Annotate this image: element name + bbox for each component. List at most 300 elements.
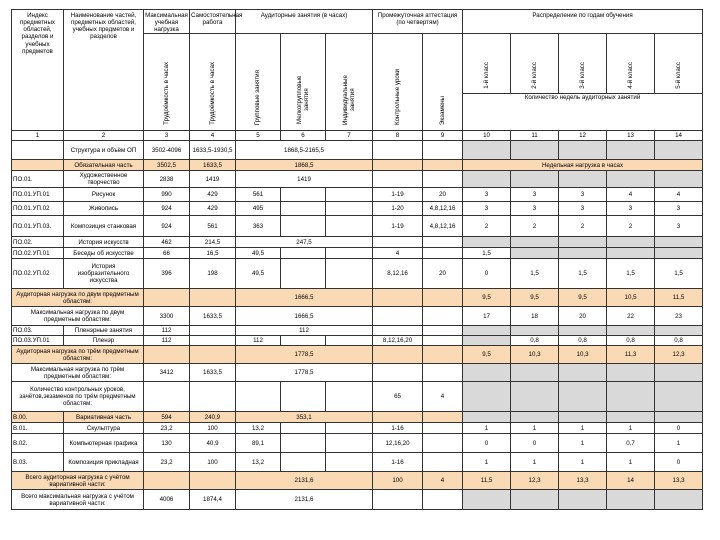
- cell-max: 924: [144, 202, 190, 216]
- row-name: Скульптура: [64, 423, 144, 434]
- cell-year: 10,3: [511, 346, 559, 364]
- cell: [423, 336, 463, 346]
- cell: [190, 326, 236, 336]
- cell-year: 2: [559, 216, 607, 237]
- cell: [463, 237, 511, 248]
- cell: [423, 141, 463, 160]
- cell: [423, 248, 463, 259]
- row-index: ПО.01.УП.01: [12, 188, 64, 202]
- header-year1-cell: [463, 34, 511, 94]
- col-num: 6: [281, 131, 326, 141]
- table-row: [12, 259, 703, 289]
- cell: [511, 364, 559, 382]
- row-index: ПО.02.УП.01: [12, 248, 64, 259]
- cell-self: 1633,5: [190, 364, 236, 382]
- col-num: 11: [511, 131, 559, 141]
- cell-year: 18: [511, 307, 559, 326]
- row-index: ПО.03.: [12, 326, 64, 336]
- curriculum-table-wrap: [11, 9, 703, 510]
- cell-year: 14: [607, 472, 655, 490]
- header-small: Мелкогрупповые занятия: [295, 76, 310, 125]
- table-row: [12, 216, 703, 237]
- cell-max: 594: [144, 412, 190, 423]
- cell-max: 3412: [144, 364, 190, 382]
- cell: [236, 382, 281, 412]
- header-control-cell: [373, 34, 423, 131]
- cell-aud: 2131,6: [236, 490, 373, 510]
- cell: [607, 490, 655, 510]
- cell: [326, 259, 373, 289]
- row-index: ПО.02.: [12, 237, 64, 248]
- row-name: Композиция прикладная: [64, 453, 144, 472]
- cell: [423, 326, 463, 336]
- table-row: [12, 434, 703, 453]
- cell: [463, 141, 511, 160]
- cell-max: 23,2: [144, 453, 190, 472]
- cell: [463, 336, 511, 346]
- row-name: Композиция станковая: [64, 216, 144, 237]
- cell-max: 462: [144, 237, 190, 248]
- cell: [655, 412, 703, 423]
- cell: [463, 171, 511, 188]
- table-row: [12, 412, 703, 423]
- cell-year: 0,8: [511, 336, 559, 346]
- row-name: История изобразительного искусства: [64, 259, 144, 289]
- cell-self: 100: [190, 453, 236, 472]
- row-index: ПО.02.УП.02: [12, 259, 64, 289]
- col-num: 10: [463, 131, 511, 141]
- cell: [607, 382, 655, 412]
- cell-self: 16,5: [190, 248, 236, 259]
- cell-year: 10,3: [559, 346, 607, 364]
- row-name: Компьютерная графика: [64, 434, 144, 453]
- row-name: Обязательная часть: [64, 160, 144, 171]
- table-row: [12, 307, 703, 326]
- cell-year: 10,5: [607, 289, 655, 307]
- cell-max: 66: [144, 248, 190, 259]
- cell: [463, 382, 511, 412]
- cell-max: 924: [144, 216, 190, 237]
- cell: [607, 412, 655, 423]
- row-name: Количество контрольных уроков, зачётов,экзаменов по трём предметным областям:: [12, 382, 144, 412]
- row-name: Художественное творчество: [64, 171, 144, 188]
- col-num: 9: [423, 131, 463, 141]
- column-numbers-row: [12, 131, 703, 141]
- header-labor2-cell: [190, 34, 236, 131]
- cell-group: 495: [236, 202, 281, 216]
- cell: [281, 453, 326, 472]
- table-row: [12, 382, 703, 412]
- cell-ctrl: 1-19: [373, 188, 423, 202]
- cell-year: 9,5: [463, 346, 511, 364]
- cell-ctrl: 4: [373, 248, 423, 259]
- table-row: [12, 188, 703, 202]
- header-year3: 3-й класс: [578, 61, 586, 89]
- cell-ctrl: 1-20: [373, 202, 423, 216]
- cell-year: 12,3: [655, 346, 703, 364]
- cell-year: 17: [463, 307, 511, 326]
- cell: [373, 141, 423, 160]
- cell-year: 9,5: [511, 289, 559, 307]
- cell: [326, 382, 373, 412]
- row-index: В.02.: [12, 434, 64, 453]
- cell-aud: 1868,5: [236, 160, 373, 171]
- table-row: [12, 346, 703, 364]
- cell: [655, 326, 703, 336]
- cell-year: 0: [511, 434, 559, 453]
- cell-year: 3: [559, 188, 607, 202]
- row-name: Беседы об искусстве: [64, 248, 144, 259]
- header-group-cell: [236, 34, 281, 131]
- cell-self: 429: [190, 202, 236, 216]
- cell-group: 13,2: [236, 453, 281, 472]
- row-name: Пленэр: [64, 336, 144, 346]
- cell: [373, 490, 423, 510]
- header-labor2: Трудоёмкость в часах: [208, 62, 216, 126]
- row-index: В.01.: [12, 423, 64, 434]
- row-name: Вариативная часть: [64, 412, 144, 423]
- cell: [559, 412, 607, 423]
- cell: [423, 423, 463, 434]
- cell: [281, 216, 326, 237]
- header-exams-cell: [423, 34, 463, 131]
- table-row: [12, 423, 703, 434]
- cell-year: 3: [655, 202, 703, 216]
- cell-year: 4: [607, 188, 655, 202]
- cell: [373, 346, 423, 364]
- cell: [559, 326, 607, 336]
- cell-year: 1: [559, 423, 607, 434]
- cell-max: 3502-4096: [144, 141, 190, 160]
- cell: [655, 141, 703, 160]
- header-attest: Промежуточная аттестация (по четвертям): [373, 10, 463, 34]
- cell: [190, 472, 236, 490]
- cell-year: 1: [511, 453, 559, 472]
- cell-year: 13,3: [559, 472, 607, 490]
- cell-aud: 1419: [236, 171, 373, 188]
- cell-max: 3300: [144, 307, 190, 326]
- cell: [559, 364, 607, 382]
- table-row: [12, 326, 703, 336]
- cell-aud: 247,5: [236, 237, 373, 248]
- cell: [423, 434, 463, 453]
- col-num: 12: [559, 131, 607, 141]
- cell-self: 1633,5: [190, 160, 236, 171]
- cell-self: 1633,5-1930,5: [190, 141, 236, 160]
- cell-ctrl: 1-16: [373, 453, 423, 472]
- cell-max: 4006: [144, 490, 190, 510]
- col-num: 4: [190, 131, 236, 141]
- row-name: Аудиторная нагрузка по двум предметным областям:: [12, 289, 144, 307]
- cell-exam: 4,8,12,16: [423, 202, 463, 216]
- row-index: В.00.: [12, 412, 64, 423]
- cell: [281, 382, 326, 412]
- cell: [559, 490, 607, 510]
- cell-self: 100: [190, 423, 236, 434]
- cell-year: 1: [607, 453, 655, 472]
- cell: [559, 141, 607, 160]
- cell: [463, 364, 511, 382]
- cell: [607, 364, 655, 382]
- cell-self: 214,5: [190, 237, 236, 248]
- cell-ctrl: 1-19: [373, 216, 423, 237]
- cell: [511, 382, 559, 412]
- cell-year: 1,5: [463, 248, 511, 259]
- cell-ctrl: 100: [373, 472, 423, 490]
- header-year4: 4-й класс: [626, 61, 634, 89]
- cell-year: 9,5: [463, 289, 511, 307]
- cell-aud: 1778,5: [236, 364, 373, 382]
- cell-year: 0,8: [607, 336, 655, 346]
- header-year1: 1-й класс: [482, 61, 490, 89]
- cell: [326, 434, 373, 453]
- cell: [190, 382, 236, 412]
- cell-year: 3: [463, 188, 511, 202]
- cell-year: 1,5: [655, 259, 703, 289]
- row-name: История искусств: [64, 237, 144, 248]
- cell: [281, 248, 326, 259]
- cell: [607, 141, 655, 160]
- cell-self: 40,9: [190, 434, 236, 453]
- header-exams: Экзамены: [438, 96, 446, 126]
- row-index: ПО.01.УП.03.: [12, 216, 64, 237]
- header-max-load: Максимальная учебная нагрузка: [144, 10, 190, 34]
- cell: [281, 259, 326, 289]
- col-num: 14: [655, 131, 703, 141]
- cell-year: 3: [511, 202, 559, 216]
- cell-year: 1,5: [511, 259, 559, 289]
- header-indiv: Индивидуальные занятия: [341, 75, 357, 126]
- cell: [373, 160, 423, 171]
- cell-year: 0,7: [607, 434, 655, 453]
- cell-exam: 20: [423, 259, 463, 289]
- cell: [423, 453, 463, 472]
- cell: [423, 171, 463, 188]
- cell-aud: 1666,5: [236, 307, 373, 326]
- cell-self: 429: [190, 188, 236, 202]
- header-aud: Аудиторные занятия (в часах): [236, 10, 373, 34]
- table-row: [12, 237, 703, 248]
- cell: [281, 202, 326, 216]
- cell-year: 1: [511, 423, 559, 434]
- row-name: Живопись: [64, 202, 144, 216]
- cell-year: 11,5: [463, 472, 511, 490]
- cell-self: 240,9: [190, 412, 236, 423]
- cell: [281, 423, 326, 434]
- cell-max: 112: [144, 326, 190, 336]
- cell-aud: 112: [236, 326, 373, 336]
- header-group: Групповые занятия: [254, 70, 262, 126]
- cell-max: 130: [144, 434, 190, 453]
- header-year2: 2-й класс: [530, 61, 538, 89]
- row-index: ПО.01.УП.02: [12, 202, 64, 216]
- cell-aud: 2131,6: [236, 472, 373, 490]
- cell: [423, 289, 463, 307]
- cell-year: 11,3: [607, 346, 655, 364]
- row-name: Аудиторная нагрузка по трём предметным областям:: [12, 346, 144, 364]
- row-name: Рисунок: [64, 188, 144, 202]
- header-self-work: Самостоятельная работа: [190, 10, 236, 34]
- table-row: [12, 490, 703, 510]
- cell-year: 2: [607, 216, 655, 237]
- cell: [326, 188, 373, 202]
- cell-aud: 1778,5: [236, 346, 373, 364]
- table-row: [12, 171, 703, 188]
- cell-group: 89,1: [236, 434, 281, 453]
- cell-aud: 353,1: [236, 412, 373, 423]
- cell: [144, 472, 190, 490]
- cell: [190, 289, 236, 307]
- cell: [190, 336, 236, 346]
- header-year5-cell: [655, 34, 703, 94]
- cell-max: 112: [144, 336, 190, 346]
- cell-group: 13,2: [236, 423, 281, 434]
- cell: [423, 160, 463, 171]
- cell: [423, 307, 463, 326]
- table-row: [12, 289, 703, 307]
- cell-year: 0: [655, 423, 703, 434]
- cell: [511, 490, 559, 510]
- cell: [463, 326, 511, 336]
- table-row: [12, 453, 703, 472]
- cell-max: 23,2: [144, 423, 190, 434]
- cell-year: 0,8: [559, 336, 607, 346]
- cell: [607, 237, 655, 248]
- cell: [326, 216, 373, 237]
- header-labor1-cell: [144, 34, 190, 131]
- cell-year: 1: [463, 423, 511, 434]
- table-row: [12, 472, 703, 490]
- col-num: 3: [144, 131, 190, 141]
- row-name: Максимальная нагрузка по двум предметным областям:: [12, 307, 144, 326]
- cell: [373, 326, 423, 336]
- cell: [423, 364, 463, 382]
- header-year3-cell: [559, 34, 607, 94]
- cell: [655, 248, 703, 259]
- table-row: [12, 160, 703, 171]
- cell: [655, 364, 703, 382]
- cell-year: 3: [511, 188, 559, 202]
- header-year4-cell: [607, 34, 655, 94]
- cell-year: 0: [655, 453, 703, 472]
- cell-self: 561: [190, 216, 236, 237]
- cell: [559, 382, 607, 412]
- cell-year: 0: [463, 259, 511, 289]
- header-year5: 5-й класс: [674, 61, 682, 89]
- table-row: [12, 202, 703, 216]
- cell: [373, 289, 423, 307]
- cell-year: 4: [655, 188, 703, 202]
- cell-year: 2: [463, 216, 511, 237]
- cell-max: 990: [144, 188, 190, 202]
- cell-year: 13,3: [655, 472, 703, 490]
- cell-year: 23: [655, 307, 703, 326]
- row-name: Всего аудиторная нагрузка с учётом вариативной части:: [12, 472, 144, 490]
- cell-year: 12,3: [511, 472, 559, 490]
- cell: [373, 307, 423, 326]
- cell-group: 49,5: [236, 248, 281, 259]
- cell-self: 1633,5: [190, 307, 236, 326]
- cell-ctrl: 12,16,20: [373, 434, 423, 453]
- cell: [373, 412, 423, 423]
- header-distr: Распределение по годам обучения: [463, 10, 703, 34]
- cell-group: 363: [236, 216, 281, 237]
- cell-exam: 20: [423, 188, 463, 202]
- cell-year: 3: [607, 202, 655, 216]
- table-row: [12, 364, 703, 382]
- cell-year: 1: [607, 423, 655, 434]
- cell: [373, 364, 423, 382]
- cell: [511, 412, 559, 423]
- cell-self: 1419: [190, 171, 236, 188]
- cell-max: 2838: [144, 171, 190, 188]
- row-name: Всего максимальная нагрузка с учётом вариативной части:: [12, 490, 144, 510]
- header-name: Наименование частей, предметных областей, учебных предметов и разделов: [64, 10, 144, 131]
- cell: [423, 412, 463, 423]
- cell: [559, 237, 607, 248]
- cell-year: 3: [463, 202, 511, 216]
- table-row: [12, 336, 703, 346]
- curriculum-table: [11, 9, 703, 510]
- cell: [144, 382, 190, 412]
- cell-year: 0,8: [655, 336, 703, 346]
- cell: [655, 237, 703, 248]
- cell-exam: 4: [423, 382, 463, 412]
- table-row: [12, 141, 703, 160]
- cell-max: 396: [144, 259, 190, 289]
- cell: [144, 289, 190, 307]
- weekly-load-label: Недельная нагрузка в часах: [463, 160, 703, 171]
- cell: [511, 237, 559, 248]
- col-num: 5: [236, 131, 281, 141]
- cell: [373, 237, 423, 248]
- table-row: [12, 248, 703, 259]
- cell: [423, 490, 463, 510]
- cell-ctrl: 1-16: [373, 423, 423, 434]
- cell: [326, 336, 373, 346]
- cell-group: 49,5: [236, 259, 281, 289]
- cell: [326, 453, 373, 472]
- cell-ctrl: 65: [373, 382, 423, 412]
- cell: [511, 171, 559, 188]
- cell-group: 561: [236, 188, 281, 202]
- cell: [607, 171, 655, 188]
- header-control: Контрольные уроки: [393, 69, 401, 126]
- header-weeks: Количество недель аудиторных занятий: [463, 94, 703, 131]
- cell-year: 3: [655, 216, 703, 237]
- cell-year: 20: [559, 307, 607, 326]
- cell: [463, 412, 511, 423]
- cell: [511, 248, 559, 259]
- cell-year: 9,5: [559, 289, 607, 307]
- cell: [511, 141, 559, 160]
- cell: [655, 490, 703, 510]
- cell-aud: 1666,5: [236, 289, 373, 307]
- cell-aud: 1868,5-2165,5: [236, 141, 373, 160]
- cell: [281, 188, 326, 202]
- cell: [423, 237, 463, 248]
- cell-year: 2: [511, 216, 559, 237]
- cell: [607, 248, 655, 259]
- header-indiv-cell: [326, 34, 373, 131]
- cell-year: 0: [463, 434, 511, 453]
- cell: [463, 490, 511, 510]
- cell: [423, 346, 463, 364]
- col-num: 7: [326, 131, 373, 141]
- cell-max: 3502,5: [144, 160, 190, 171]
- cell-year: 1: [463, 453, 511, 472]
- cell: [12, 160, 64, 171]
